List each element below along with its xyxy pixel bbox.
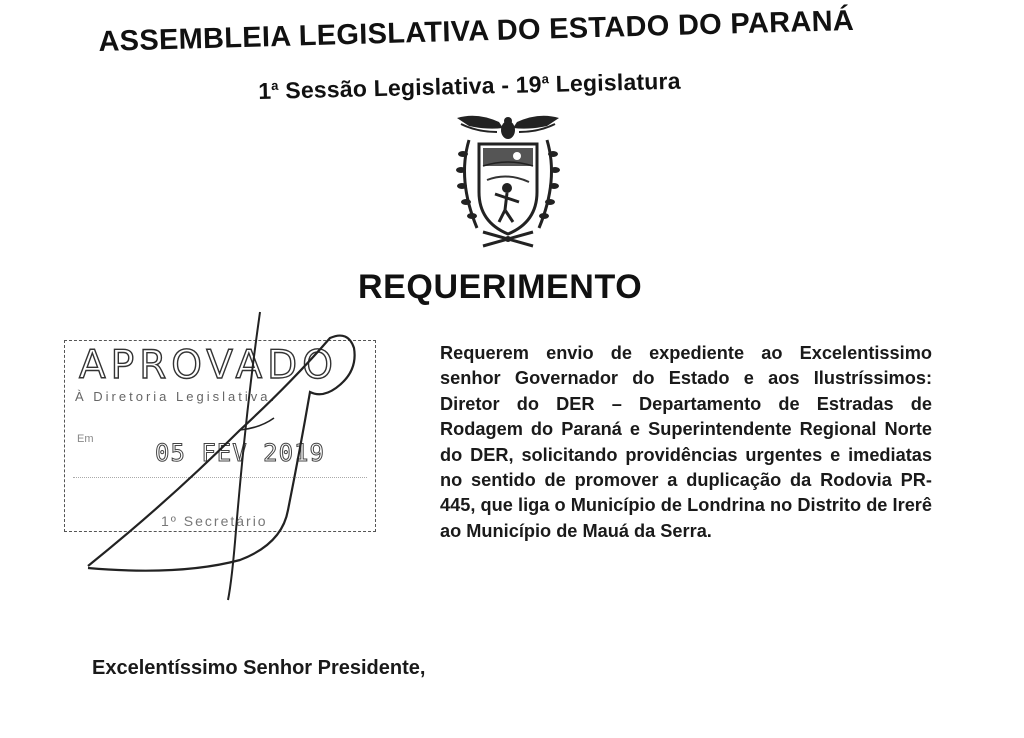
- stamp-em-label: Em: [77, 433, 94, 445]
- stamp-subtitle: À Diretoria Legislativa.: [75, 389, 278, 404]
- session-text: Sessão Legislativa - 19: [278, 71, 543, 104]
- legislature-text: Legislatura: [548, 67, 681, 97]
- legislature-ordinal: a: [541, 71, 550, 87]
- stamp-date: 05 FEV 2019: [155, 439, 325, 467]
- session-number: 1: [258, 77, 272, 104]
- parana-coat-of-arms-icon: [447, 110, 569, 250]
- assembly-title: ASSEMBLEIA LEGISLATIVA DO ESTADO DO PARANÁ: [98, 4, 855, 58]
- request-summary: Requerem envio de expediente ao Excelentissimo senhor Governador do Estado e aos Ilustríssimos: Diretor do DER – Departamento de Estradas de Rodagem do Paraná e Superintendente Regional Norte do DER, solicitando providências urgentes e imediatas no sentido de promover a duplicação da Rodovia PR-445, que liga o Município de Londrina no Distrito de Irerê ao Município de Mauá da Serra.: [440, 343, 932, 541]
- handwritten-signature: [60, 300, 400, 620]
- salutation: Excelentíssimo Senhor Presidente,: [92, 657, 426, 679]
- session-subtitle: [258, 65, 779, 105]
- stamp-signer: 1º Secretário: [161, 513, 268, 529]
- stamp-title: APROVADO: [79, 343, 338, 388]
- session-ordinal: a: [271, 77, 279, 94]
- document-title: REQUERIMENTO: [358, 268, 643, 306]
